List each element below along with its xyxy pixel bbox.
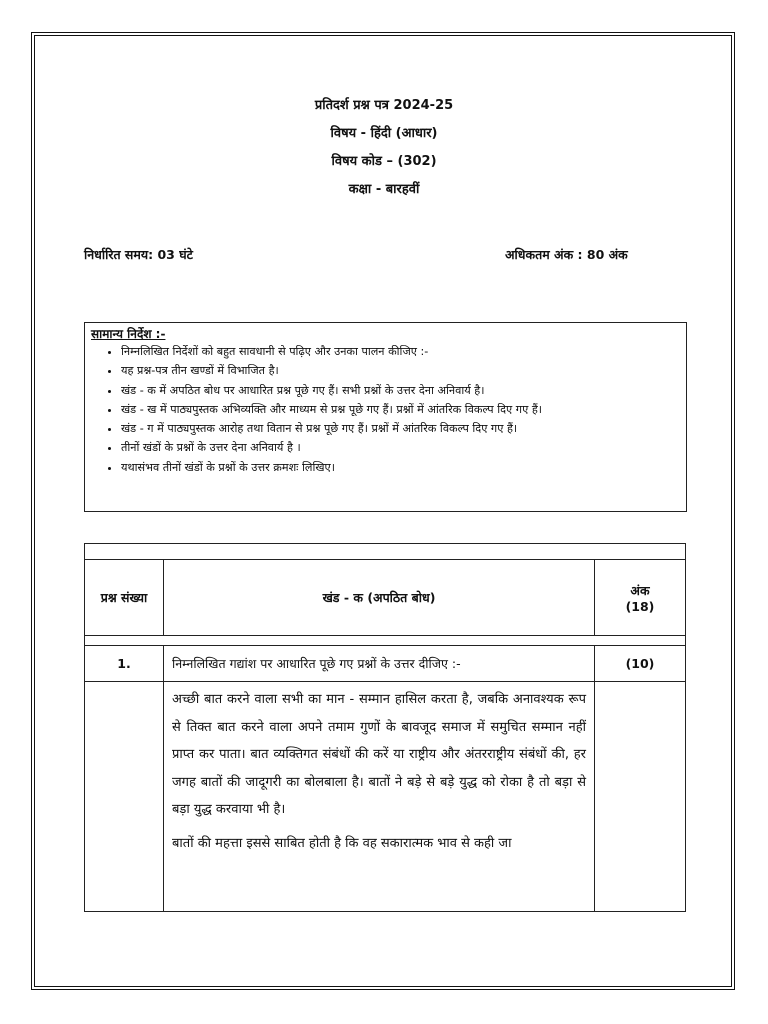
passage [164, 682, 595, 912]
table-spacer-row [85, 544, 686, 560]
instruction-item: • खंड - ग में पाठ्यपुस्तक आरोह तथा वितान से प्रश्न पूछे गए हैं। प्रश्नों में आंतरिक विकल्प दिए गए हैं। [121, 419, 680, 438]
instruction-item: • तीनों खंडों के प्रश्नों के उत्तर देना अनिवार्य है । [121, 438, 680, 457]
question-marks: (10) [595, 646, 686, 682]
time-allowed: निर्धारित समय: 03 घंटे [84, 247, 193, 262]
instructions-list [91, 342, 680, 477]
question-text: निम्नलिखित गद्यांश पर आधारित पूछे गए प्रश्नों के उत्तर दीजिए :- [164, 646, 595, 682]
subject-line: विषय - हिंदी (आधार) [330, 126, 438, 141]
max-marks: अधिकतम अंक : 80 अंक [505, 247, 628, 262]
passage-paragraph: बातों की महत्ता इससे साबित होती है कि वह सकारात्मक भाव से कही जा [172, 835, 512, 851]
table-spacer-row [85, 636, 686, 646]
table-header-row [85, 560, 686, 636]
question-number: 1. [85, 646, 164, 682]
instructions-title: सामान्य निर्देश :- [91, 327, 166, 341]
instruction-item: • निम्नलिखित निर्देशों को बहुत सावधानी से पढ़िए और उनका पालन कीजिए :- [121, 342, 680, 361]
table-row [85, 646, 686, 682]
question-table [84, 543, 686, 912]
header-section: खंड - क (अपठित बोध) [164, 560, 595, 636]
instruction-item: • खंड - ख में पाठ्यपुस्तक अभिव्यक्ति और माध्यम से प्रश्न पूछे गए हैं। प्रश्नों में आंतरिक विकल्प दिए गए हैं। [121, 400, 680, 419]
passage-paragraph: अच्छी बात करने वाला सभी का मान - सम्मान हासिल करता है, जबकि अनावश्यक रूप से तिक्त बात करने वाला अपने तमाम गुणों के बावजूद समाज में समुचित सम्मान नहीं प्राप्त कर पाता। बात व्यक्तिगत संबंधों की करें या राष्ट्रीय और अंतरराष्ट्रीय संबंधों की, हर जगह बातों की जादूगरी का बोलबाला है। बातों ने बड़े से बड़े युद्ध को रोका है तो बड़ा से बड़ा युद्ध करवाया भी है। [172, 692, 586, 817]
subject-code: विषय कोड – (302) [331, 154, 437, 169]
instruction-item: • यथासंभव तीनों खंडों के प्रश्नों के उत्तर क्रमशः लिखिए। [121, 458, 680, 477]
general-instructions-box [84, 322, 687, 512]
paper-title: प्रतिदर्श प्रश्न पत्र 2024-25 [314, 98, 454, 113]
header-question-number: प्रश्न संख्या [85, 560, 164, 636]
instruction-item: • खंड - क में अपठित बोध पर आधारित प्रश्न पूछे गए हैं। सभी प्रश्नों के उत्तर देना अनिवार्य है। [121, 381, 680, 400]
table-row [85, 682, 686, 912]
instruction-item: • यह प्रश्न-पत्र तीन खण्डों में विभाजित है। [121, 361, 680, 380]
class-line: कक्षा - बारहवीं [348, 182, 420, 197]
section-total-marks: (18) [625, 598, 655, 614]
header-marks: अंक (18) [595, 560, 686, 636]
